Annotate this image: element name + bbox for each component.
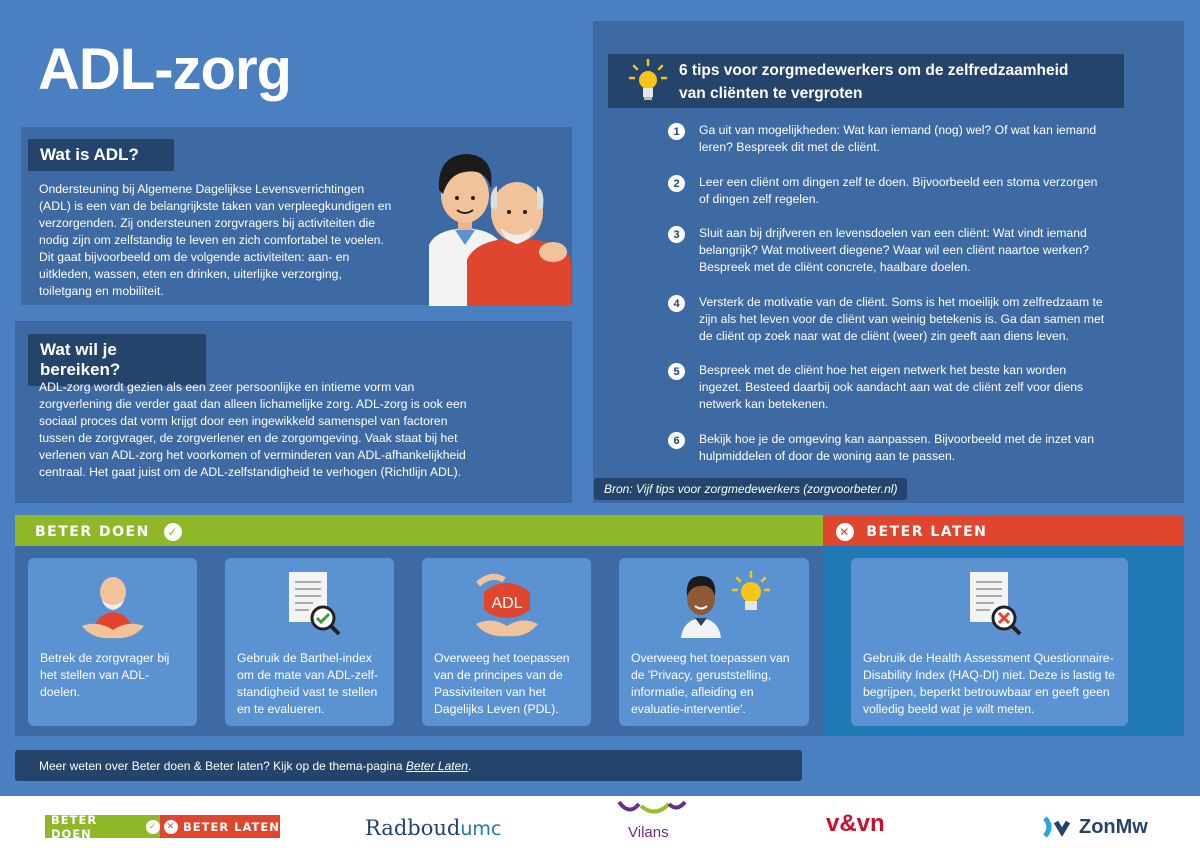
tip-text: Versterk de motivatie van de cliënt. Soms is het moeilijk om zelfredzaam te zijn als het leven voor de cliënt van weinig betekenis is. Ga dan samen met de cliënt op zoek naar wat de cliënt (weer) zin geeft aan diens leven.	[699, 295, 1105, 343]
tip-number: 2	[668, 175, 685, 192]
logo-cross-icon: ✕	[164, 820, 178, 834]
adl-icon-label: ADL	[491, 595, 523, 612]
wat-wil-je-body: ADL-zorg wordt gezien als een zeer persoonlijke en intieme vorm van zorgverlening die verder gaat dan alleen lichamelijke zorg. ADL-zorg is ook een sociaal proces dat vorm krijgt door een ingewikkeld samenspel van factoren tussen de zorgvrager, de zorgverlener en de zorgomgeving. Vaak staat bij het verlenen van ADL-zorg het voorkomen of verminderen van ADL-afhankelijkheid centraal. Het gaat juist om de ADL-zelfstandigheid te verhogen (Richtlijn ADL).	[39, 380, 467, 479]
radboud-text: Radboud	[365, 816, 461, 840]
logo-laten-part	[160, 815, 280, 838]
document-cross-icon	[966, 570, 1026, 640]
more-info-end: .	[467, 759, 472, 773]
tip-number: 4	[668, 295, 685, 312]
tip-number: 5	[668, 363, 685, 380]
idea-person-icon	[679, 568, 779, 638]
beter-doen-laten-logo	[45, 812, 280, 841]
beter-doen-card	[619, 558, 809, 726]
tip-text: Bespreek met de cliënt hoe het eigen netwerk het beste kan worden ingezet. Besteed daarbij ook aandacht aan wat de cliënt zelf voor diens netwerk kan betekenen.	[699, 363, 1084, 411]
tip-text: Bekijk hoe je de omgeving kan aanpassen. Bijvoorbeeld met de inzet van hulpmiddelen of door de woning aan te passen.	[699, 432, 1094, 463]
more-info-bar	[15, 750, 802, 781]
tip-text: Ga uit van mogelijkheden: Wat kan iemand (nog) wel? Of wat kan iemand leren? Bespreek dit met de cliënt.	[699, 123, 1097, 154]
lightbulb-icon	[628, 58, 668, 104]
tip-number: 1	[668, 123, 685, 140]
logo-check-icon: ✓	[146, 820, 160, 834]
adl-hands-icon	[472, 570, 542, 640]
beter-laten-label-wrap	[836, 523, 987, 541]
wat-wil-je-heading: Wat wil je bereiken?	[28, 334, 206, 386]
tips-source: Bron: Vijf tips voor zorgmedewerkers (zorgvoorbeter.nl)	[594, 478, 907, 500]
zonmw-mark-icon	[1043, 814, 1075, 840]
tips-heading-line2: van cliënten te vergroten	[679, 85, 863, 102]
tip-item	[668, 362, 1108, 413]
card-text: Gebruik de Health Assessment Questionnaire-Disability Index (HAQ-DI) niet. Deze is lastig te begrijpen, beperkt betrouwbaar en geeft geen volledig beeld wat je wilt meten.	[863, 651, 1115, 716]
tip-item	[668, 431, 1108, 465]
tip-item	[668, 174, 1108, 208]
beter-laten-card	[851, 558, 1128, 726]
more-info-text: Meer weten over Beter doen & Beter laten? Kijk op de thema-pagina	[39, 759, 406, 773]
tips-heading-line1: 6 tips voor zorgmedewerkers om de zelfredzaamheid	[679, 62, 1069, 79]
caregiver-elderly-illustration	[425, 150, 573, 306]
card-text: Betrek de zorgvrager bij het stellen van ADL-doelen.	[40, 651, 170, 699]
logo-laten-label: BETER LATEN	[183, 819, 280, 834]
radboudumc-logo	[365, 816, 501, 840]
zonmw-logo	[1043, 814, 1148, 840]
tip-text: Sluit aan bij drijfveren en levensdoelen van een cliënt: Wat vindt iemand belangrijk? Wat motiveert diegene? Waar wil een cliënt naartoe werken? Bespreek met de cliënt concrete, haalbare doelen.	[699, 226, 1089, 274]
tip-number: 6	[668, 432, 685, 449]
wat-is-adl-heading: Wat is ADL?	[28, 139, 174, 171]
logo-doen-part	[45, 812, 160, 841]
beter-doen-card	[28, 558, 197, 726]
beter-doen-label: BETER DOEN	[35, 524, 150, 540]
card-text: Overweeg het toepassen van de 'Privacy, geruststelling, informatie, afleiding en evaluatie-interventie'.	[631, 651, 790, 716]
wat-is-adl-body: Ondersteuning bij Algemene Dagelijkse Levensverrichtingen (ADL) is een van de belangrijkste taken van verpleegkundigen en verzorgenden. Zij ondersteunen zorgvragers bij activiteiten die nodig zijn om zelfstandig te leven en zich comfortabel te voelen. Dit gaat bijvoorbeeld om de volgende activiteiten: aan- en uitkleden, wassen, eten en drinken, uiterlijke verzorging, toiletgang en mobiliteit.	[39, 182, 392, 298]
beter-doen-card	[225, 558, 394, 726]
tip-item	[668, 122, 1108, 156]
tip-text: Leer een cliënt om dingen zelf te doen. Bijvoorbeeld een stoma verzorgen of dingen zelf regelen.	[699, 175, 1098, 206]
tip-item	[668, 294, 1108, 345]
beter-laten-label: BETER LATEN	[866, 524, 988, 540]
vilans-figures-icon	[615, 798, 687, 822]
card-text: Gebruik de Barthel-index om de mate van ADL-zelf-standigheid vast te stellen en te evalueren.	[237, 651, 378, 716]
document-check-icon	[285, 570, 345, 640]
beter-laten-link[interactable]: Beter Laten	[405, 759, 468, 773]
venvn-logo: v&vn	[826, 810, 885, 837]
tip-number: 3	[668, 226, 685, 243]
beter-doen-card	[422, 558, 591, 726]
elderly-hands-icon	[78, 570, 148, 640]
beter-doen-label-wrap	[35, 523, 182, 541]
check-icon: ✓	[164, 523, 182, 541]
cross-icon: ✕	[836, 523, 854, 541]
card-text: Overweeg het toepassen van de principes van de Passiviteiten van het Dagelijks Leven (PDL).	[434, 651, 570, 716]
zonmw-text: ZonMw	[1079, 815, 1148, 838]
vilans-logo	[615, 798, 695, 844]
vilans-text: Vilans	[628, 824, 669, 841]
footer	[0, 796, 1200, 848]
logo-doen-label: BETER DOEN	[51, 812, 98, 841]
tip-item	[668, 225, 1108, 276]
umc-text: umc	[460, 818, 502, 840]
page-title: ADL-zorg	[38, 37, 291, 102]
